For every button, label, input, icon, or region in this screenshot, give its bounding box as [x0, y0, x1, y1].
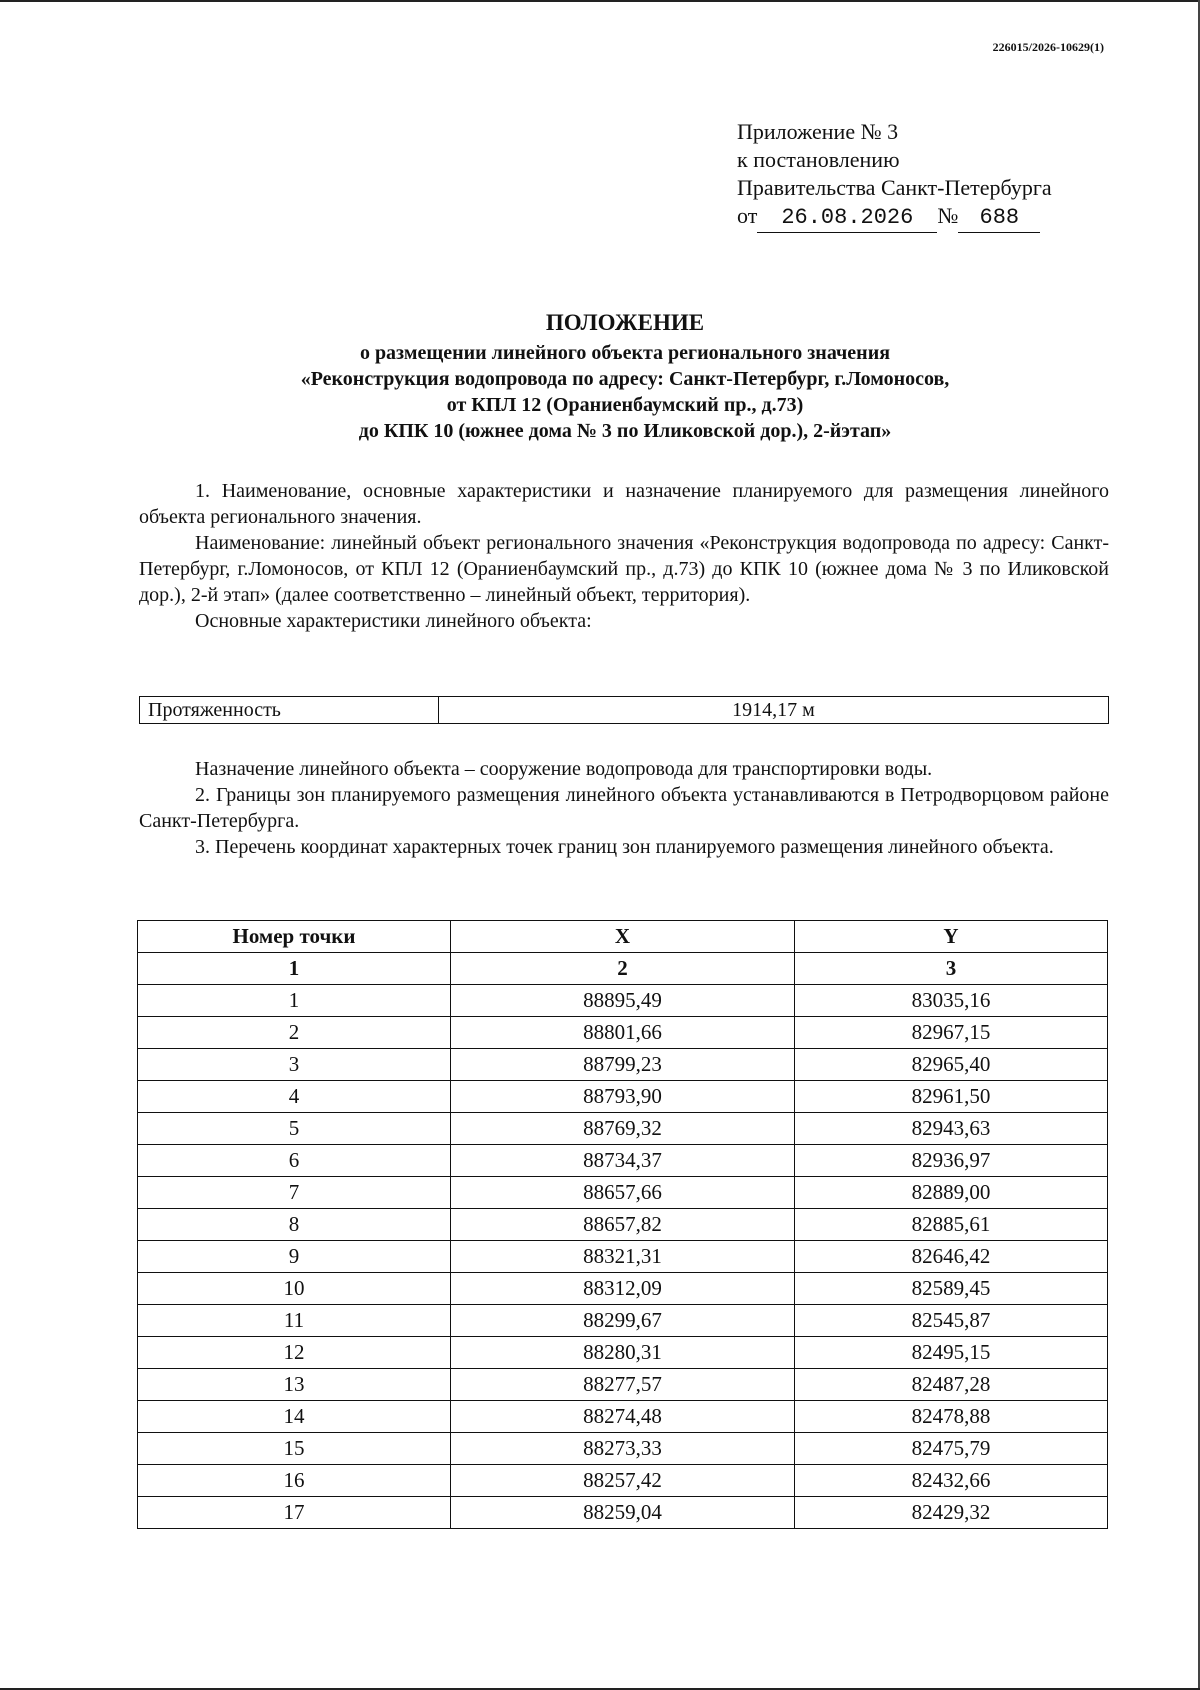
document-title	[140, 306, 1110, 444]
table-header-row	[138, 921, 1108, 953]
x-coordinate-cell: 88277,57	[451, 1369, 795, 1401]
table-row	[138, 1177, 1108, 1209]
header-x: X	[451, 921, 795, 953]
title-line-1: о размещении линейного объекта регионального значения	[359, 342, 891, 364]
x-coordinate-cell: 88257,42	[451, 1465, 795, 1497]
point-number-cell: 10	[138, 1273, 451, 1305]
x-coordinate-cell: 88895,49	[451, 985, 795, 1017]
annex-date-line	[737, 202, 1052, 233]
title-line-2: «Реконструкция водопровода по адресу: Санкт-Петербург, г.Ломоносов,	[300, 368, 950, 390]
y-coordinate-cell: 82475,79	[795, 1433, 1108, 1465]
point-number-cell: 12	[138, 1337, 451, 1369]
y-coordinate-cell: 82432,66	[795, 1465, 1108, 1497]
y-coordinate-cell: 82478,88	[795, 1401, 1108, 1433]
header-y: Y	[795, 921, 1108, 953]
point-number-cell: 7	[138, 1177, 451, 1209]
y-coordinate-cell: 82885,61	[795, 1209, 1108, 1241]
x-coordinate-cell: 88312,09	[451, 1273, 795, 1305]
point-number-cell: 3	[138, 1049, 451, 1081]
y-coordinate-cell: 82967,15	[795, 1017, 1108, 1049]
column-number-2: 2	[451, 953, 795, 985]
point-number-cell: 17	[138, 1497, 451, 1529]
coordinates-table-body	[138, 985, 1108, 1529]
table-row	[138, 1401, 1108, 1433]
table-row	[138, 1145, 1108, 1177]
characteristics-table	[139, 696, 1109, 724]
annex-block	[737, 118, 1052, 233]
point-number-cell: 16	[138, 1465, 451, 1497]
annex-line-2: к постановлению	[737, 147, 900, 172]
scan-border-top	[0, 0, 1200, 2]
document-registration-number: 226015/2026-10629(1)	[992, 40, 1104, 54]
x-coordinate-cell: 88273,33	[451, 1433, 795, 1465]
section-1-characteristics-intro: Основные характеристики линейного объекта:	[195, 610, 592, 632]
y-coordinate-cell: 82487,28	[795, 1369, 1108, 1401]
column-number-3: 3	[795, 953, 1108, 985]
table-row	[138, 1497, 1108, 1529]
number-prefix: №	[937, 203, 959, 228]
sections-2-3	[139, 756, 1109, 860]
annex-line-3: Правительства Санкт-Петербурга	[737, 175, 1052, 200]
x-coordinate-cell: 88793,90	[451, 1081, 795, 1113]
purpose-text: Назначение линейного объекта – сооружение водопровода для транспортировки воды.	[195, 758, 933, 780]
title-main: ПОЛОЖЕНИЕ	[545, 310, 705, 335]
x-coordinate-cell: 88259,04	[451, 1497, 795, 1529]
table-column-number-row	[138, 953, 1108, 985]
x-coordinate-cell: 88657,82	[451, 1209, 795, 1241]
point-number-cell: 6	[138, 1145, 451, 1177]
y-coordinate-cell: 82961,50	[795, 1081, 1108, 1113]
table-row	[138, 1305, 1108, 1337]
point-number-cell: 8	[138, 1209, 451, 1241]
x-coordinate-cell: 88280,31	[451, 1337, 795, 1369]
point-number-cell: 14	[138, 1401, 451, 1433]
y-coordinate-cell: 82589,45	[795, 1273, 1108, 1305]
y-coordinate-cell: 82936,97	[795, 1145, 1108, 1177]
y-coordinate-cell: 82646,42	[795, 1241, 1108, 1273]
x-coordinate-cell: 88274,48	[451, 1401, 795, 1433]
point-number-cell: 11	[138, 1305, 451, 1337]
table-row	[138, 1433, 1108, 1465]
x-coordinate-cell: 88734,37	[451, 1145, 795, 1177]
table-row	[138, 985, 1108, 1017]
annex-line-1: Приложение № 3	[737, 119, 899, 144]
header-point-number: Номер точки	[138, 921, 451, 953]
table-row	[138, 1081, 1108, 1113]
column-number-1: 1	[138, 953, 451, 985]
point-number-cell: 13	[138, 1369, 451, 1401]
y-coordinate-cell: 82429,32	[795, 1497, 1108, 1529]
y-coordinate-cell: 82889,00	[795, 1177, 1108, 1209]
table-row	[138, 1337, 1108, 1369]
length-value: 1914,17 м	[439, 697, 1109, 724]
section-1-heading: 1. Наименование, основные характеристики и назначение планируемого для размещения линейного объекта регионального значения.	[139, 480, 1109, 528]
x-coordinate-cell: 88299,67	[451, 1305, 795, 1337]
title-line-4: до КПК 10 (южнее дома № 3 по Иликовской дор.), 2-йэтап»	[358, 420, 892, 442]
resolution-number: 688	[958, 204, 1040, 233]
y-coordinate-cell: 83035,16	[795, 985, 1108, 1017]
table-row	[138, 1017, 1108, 1049]
title-line-3: от КПЛ 12 (Ораниенбаумский пр., д.73)	[446, 394, 804, 416]
table-row	[138, 1241, 1108, 1273]
table-row	[138, 1049, 1108, 1081]
table-row	[138, 1273, 1108, 1305]
table-row	[138, 1369, 1108, 1401]
table-row	[140, 697, 1109, 724]
table-row	[138, 1465, 1108, 1497]
section-1-name: Наименование: линейный объект регионального значения «Реконструкция водопровода по адресу: Санкт-Петербург, г.Ломоносов, от КПЛ 12 (Ораниенбаумский пр., д.73) до КПК 10 (южнее дома № 3 по Иликовской дор.), 2-й этап» (далее соответственно – линейный объект, территория).	[139, 532, 1109, 606]
table-row	[138, 1209, 1108, 1241]
point-number-cell: 15	[138, 1433, 451, 1465]
length-label: Протяженность	[140, 697, 439, 724]
resolution-date: 26.08.2026	[757, 204, 937, 233]
point-number-cell: 5	[138, 1113, 451, 1145]
table-row	[138, 1113, 1108, 1145]
point-number-cell: 2	[138, 1017, 451, 1049]
coordinates-table	[137, 920, 1108, 1529]
section-3: 3. Перечень координат характерных точек границ зон планируемого размещения линейного объекта.	[195, 836, 1054, 858]
x-coordinate-cell: 88769,32	[451, 1113, 795, 1145]
point-number-cell: 9	[138, 1241, 451, 1273]
x-coordinate-cell: 88657,66	[451, 1177, 795, 1209]
section-1	[139, 478, 1109, 634]
x-coordinate-cell: 88321,31	[451, 1241, 795, 1273]
date-prefix: от	[737, 203, 758, 228]
point-number-cell: 1	[138, 985, 451, 1017]
y-coordinate-cell: 82545,87	[795, 1305, 1108, 1337]
x-coordinate-cell: 88799,23	[451, 1049, 795, 1081]
y-coordinate-cell: 82965,40	[795, 1049, 1108, 1081]
y-coordinate-cell: 82943,63	[795, 1113, 1108, 1145]
y-coordinate-cell: 82495,15	[795, 1337, 1108, 1369]
section-2: 2. Границы зон планируемого размещения линейного объекта устанавливаются в Петродворцовом районе Санкт-Петербурга.	[139, 784, 1109, 832]
x-coordinate-cell: 88801,66	[451, 1017, 795, 1049]
point-number-cell: 4	[138, 1081, 451, 1113]
